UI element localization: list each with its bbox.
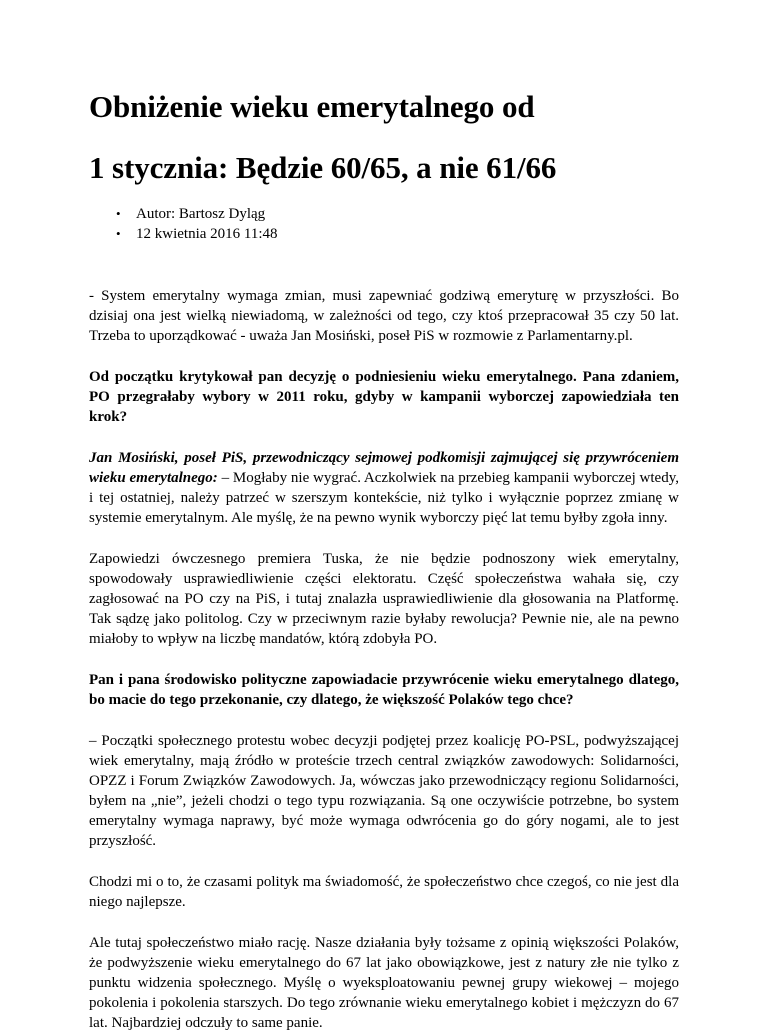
question-1: Od początku krytykował pan decyzję o podniesieniu wieku emerytalnego. Pana zdaniem, PO przegrałaby wybory w 2011 roku, gdyby w kampanii wyborczej zapowiedziała ten krok? — [89, 369, 679, 425]
answer-1-text: – Mogłaby nie wygrać. Aczkolwiek na przebieg kampanii wyborczej wtedy, i tej ostatniej, należy patrzeć w szerszym kontekście, niż tylko i wyłącznie poprzez zmianę w systemie emerytalnym. Ale myślę, że na pewno wynik wyborczy pięć lat temu byłby zgoła inny. — [89, 470, 679, 526]
article-title-line-2: 1 stycznia: Będzie 60/65, a nie 61/66 — [89, 150, 557, 185]
question-2: Pan i pana środowisko polityczne zapowiadacie przywrócenie wieku emerytalnego dlatego, bo macie do tego przekonanie, czy dlatego, że większość Polaków tego chce? — [89, 672, 679, 708]
date-text: 12 kwietnia 2016 11:48 — [136, 226, 278, 242]
paragraph-5: Ale tutaj społeczeństwo miało rację. Nasze działania były tożsame z opinią większości Polaków, że podwyższenie wieku emerytalnego do 67 lat jako obowiązkowe, jest z natury złe nie tylko z punktu widzenia społecznego. Myślę o wyeksploatowaniu pewnej grupy wiekowej – mojego pokolenia i pokolenia starszych. Do tego zrównanie wieku emerytalnego kobiet i mężczyzn do 67 lat. Najbardziej odczuły to same panie. — [89, 935, 679, 1031]
answer-1 — [89, 448, 679, 528]
paragraph-4: Chodzi mi o to, że czasami polityk ma świadomość, że społeczeństwo chce czegoś, co nie jest dla niego najlepsze. — [89, 874, 679, 910]
date-item — [89, 224, 679, 244]
author-item — [89, 204, 679, 224]
answer-1-speaker: Jan Mosiński, poseł PiS, przewodniczący sejmowej podkomisji zajmującej się przywróceniem wieku emerytalnego: — [89, 450, 679, 486]
lead-paragraph: - System emerytalny wymaga zmian, musi zapewniać godziwą emeryturę w przyszłości. Bo dzisiaj ona jest wielką niewiadomą, w zależności od tego, czy ktoś przepracował 35 czy 50 lat. Trzeba to uporządkować - uważa Jan Mosiński, poseł PiS w rozmowie z Parlamentarny.pl. — [89, 288, 679, 344]
paragraph-3: – Początki społecznego protestu wobec decyzji podjętej przez koalicję PO-PSL, podwyższającej wiek emerytalny, mają źródło w proteście trzech central związków zawodowych: Solidarności, OPZZ i Forum Związków Zawodowych. Ja, wówczas jako przewodniczący regionu Solidarności, byłem na „nie”, jeżeli chodzi o tego typu rozwiązania. Są one oczywiście potrzebne, bo system emerytalny wymaga naprawy, być może wymaga odwrócenia go do góry nogami, ale to jest przyszłość. — [89, 733, 679, 849]
article-meta-list — [89, 204, 679, 244]
bullet-icon: • — [116, 206, 121, 221]
article — [89, 0, 679, 1033]
author-text: Autor: Bartosz Dyląg — [136, 206, 266, 222]
bullet-icon: • — [116, 226, 121, 241]
article-title — [89, 87, 679, 187]
article-title-line-1: Obniżenie wieku emerytalnego od — [89, 89, 535, 124]
paragraph-2: Zapowiedzi ówczesnego premiera Tuska, że nie będzie podnoszony wiek emerytalny, spowodowały usprawiedliwienie części elektoratu. Część społeczeństwa wahała się, czy zagłosować na PO czy na PiS, i tutaj znalazła usprawiedliwienie dla głosowania na Platformę. Tak sądzę jako politolog. Czy w przeciwnym razie byłaby rewolucja? Pewnie nie, ale na pewno miałoby to wpływ na liczbę mandatów, którą zdobyła PO. — [89, 551, 679, 647]
